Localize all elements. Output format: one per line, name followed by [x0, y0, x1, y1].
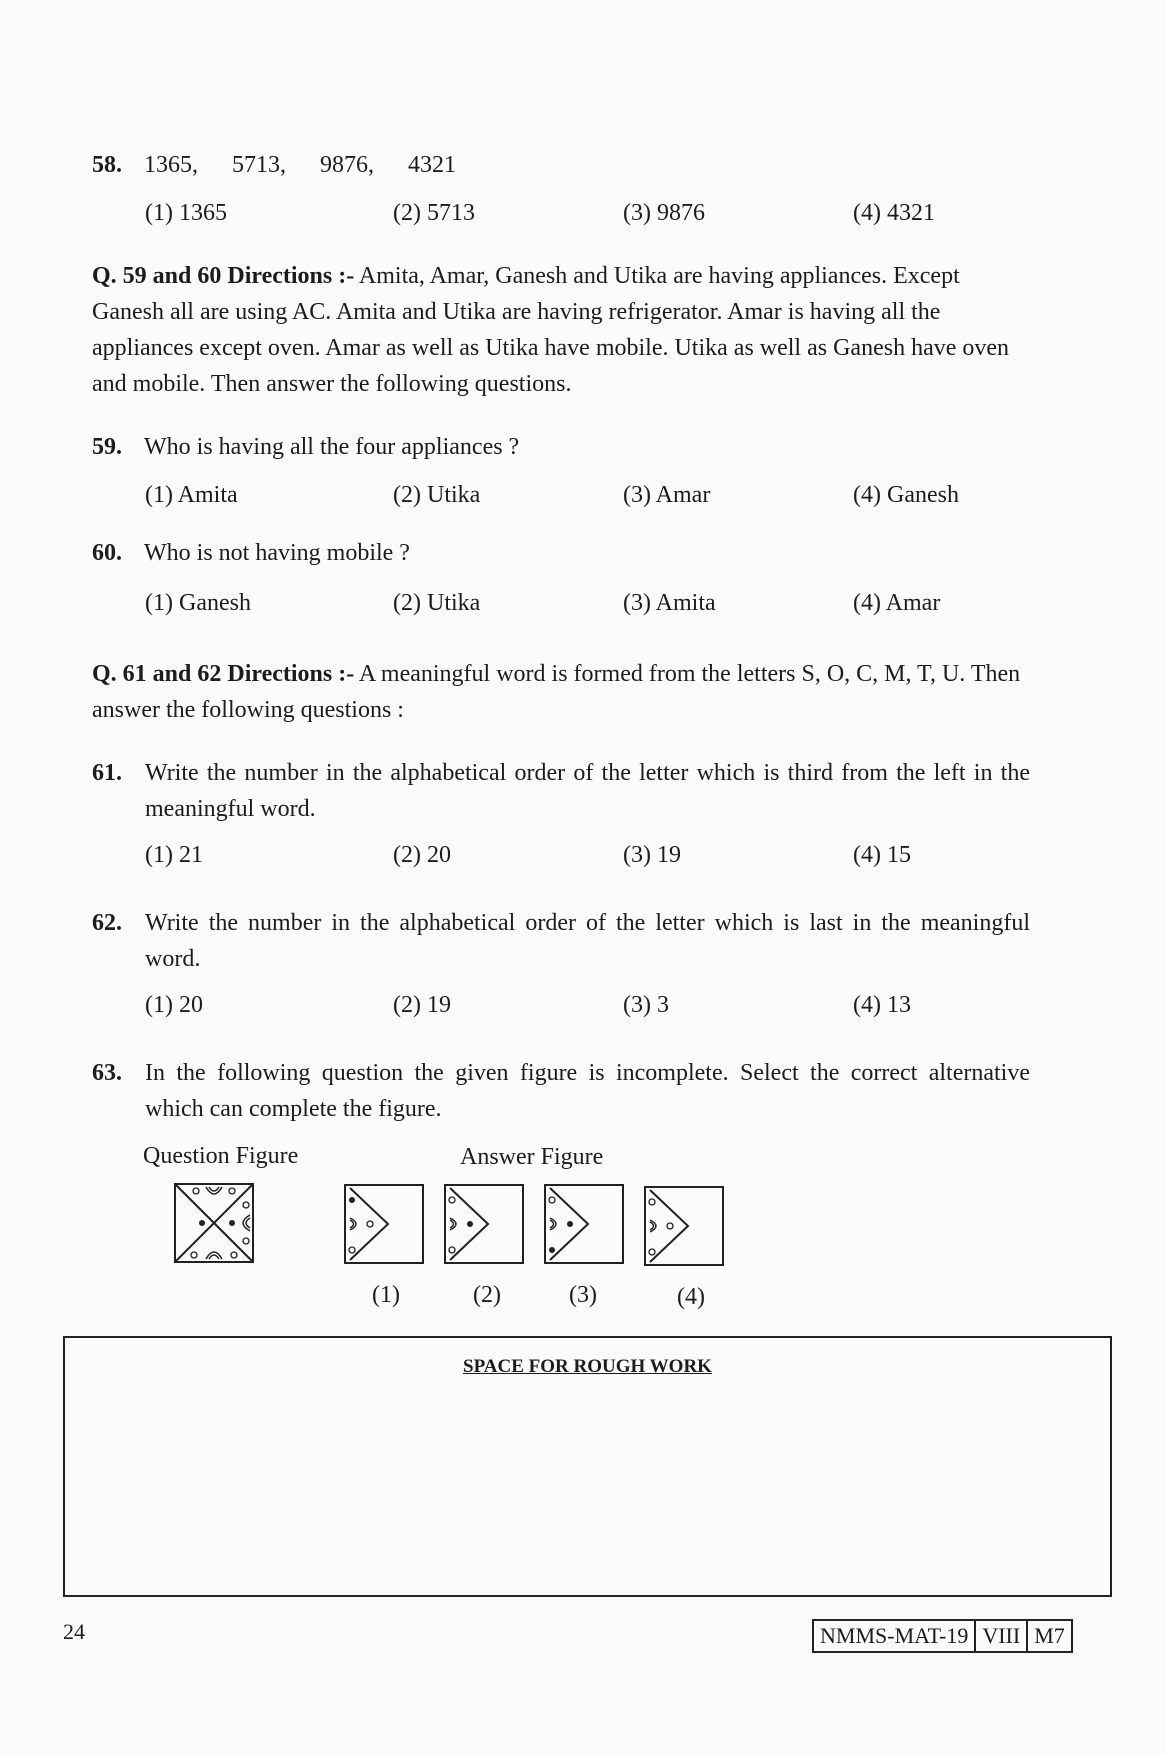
q58-number: 58. — [92, 152, 122, 178]
directions-61-62 — [92, 656, 1032, 728]
q63-text: In the following question the given figure is incomplete. Select the correct alternative which can complete the figure. — [145, 1060, 1030, 1122]
question-figure — [174, 1183, 254, 1263]
q60-option-4[interactable]: (4) Amar — [853, 590, 941, 616]
q62-option-3[interactable]: (3) 3 — [623, 992, 669, 1018]
q60-option-3[interactable]: (3) Amita — [623, 590, 716, 616]
answer-figure-2[interactable] — [444, 1184, 524, 1264]
q60-text: Who is not having mobile ? — [144, 540, 410, 566]
rough-work-title: SPACE FOR ROUGH WORK — [463, 1356, 712, 1377]
answer-label-1: (1) — [372, 1282, 400, 1308]
paper-code-exam: NMMS-MAT-19 — [814, 1621, 976, 1651]
q60-options — [145, 590, 965, 620]
q58-option-2[interactable]: (2) 5713 — [393, 200, 475, 226]
q59-option-1[interactable]: (1) Amita — [145, 482, 238, 508]
q61-number-row — [92, 758, 144, 788]
q58-option-1[interactable]: (1) 1365 — [145, 200, 227, 226]
answer-label-2: (2) — [473, 1282, 501, 1308]
q61-options — [145, 842, 965, 872]
q58-option-3[interactable]: (3) 9876 — [623, 200, 705, 226]
q62-text: Write the number in the alphabetical order of the letter which is last in the meaningful word. — [145, 910, 1030, 972]
q60-option-1[interactable]: (1) Ganesh — [145, 590, 251, 616]
q59-options — [145, 482, 965, 512]
directions-61-62-head: Q. 61 and 62 Directions :- — [92, 661, 355, 687]
directions-59-60-head: Q. 59 and 60 Directions :- — [92, 263, 355, 289]
directions-59-60 — [92, 258, 1032, 402]
q58-series-2: 5713, — [232, 152, 286, 178]
paper-code-class: VIII — [976, 1621, 1028, 1651]
q58-options — [145, 200, 965, 230]
q63-number-row — [92, 1058, 144, 1088]
q60-number: 60. — [92, 540, 122, 566]
q61-option-3[interactable]: (3) 19 — [623, 842, 681, 868]
q62-option-1[interactable]: (1) 20 — [145, 992, 203, 1018]
answer-label-4: (4) — [677, 1284, 705, 1310]
rough-work-box — [63, 1336, 1112, 1597]
directions-59-60-text: Amita, Amar, Ganesh and Utika are having appliances. Except Ganesh all are using AC. Amita and Utika are having refrigerator. Amar is having all the appliances except oven. Amar as well as Utika have mobile. Utika as well as Ganesh have oven and mobile. Then answer the following questions. — [92, 263, 1010, 397]
q62-options — [145, 992, 965, 1022]
q62-option-2[interactable]: (2) 19 — [393, 992, 451, 1018]
answer-figure-1[interactable] — [344, 1184, 424, 1264]
q58-stem — [92, 150, 456, 180]
q61-option-1[interactable]: (1) 21 — [145, 842, 203, 868]
q61-text: Write the number in the alphabetical order of the letter which is third from the left in the meaningful word. — [145, 760, 1030, 822]
q63-number: 63. — [92, 1060, 122, 1086]
q59-option-3[interactable]: (3) Amar — [623, 482, 711, 508]
q62-number-row — [92, 908, 144, 938]
answer-figure-4[interactable] — [644, 1186, 724, 1266]
answer-figure-label: Answer Figure — [460, 1144, 604, 1170]
q59-stem — [92, 432, 519, 462]
directions-61-62-text: A meaningful word is formed from the letters S, O, C, M, T, U. Then answer the following questions : — [92, 661, 1021, 723]
q59-option-4[interactable]: (4) Ganesh — [853, 482, 959, 508]
q61-option-2[interactable]: (2) 20 — [393, 842, 451, 868]
paper-code — [812, 1619, 1073, 1653]
q61-number: 61. — [92, 760, 122, 786]
q58-series-3: 9876, — [320, 152, 374, 178]
q62-number: 62. — [92, 910, 122, 936]
q61-option-4[interactable]: (4) 15 — [853, 842, 911, 868]
paper-code-medium: M7 — [1034, 1623, 1065, 1648]
q62-option-4[interactable]: (4) 13 — [853, 992, 911, 1018]
q59-option-2[interactable]: (2) Utika — [393, 482, 481, 508]
q59-number: 59. — [92, 434, 122, 460]
q58-option-4[interactable]: (4) 4321 — [853, 200, 935, 226]
answer-label-3: (3) — [569, 1282, 597, 1308]
answer-figure-3[interactable] — [544, 1184, 624, 1264]
page-number: 24 — [63, 1619, 85, 1644]
question-figure-label: Question Figure — [143, 1143, 299, 1169]
q58-series-1: 1365, — [144, 152, 198, 178]
q58-series-4: 4321 — [408, 152, 456, 178]
q60-option-2[interactable]: (2) Utika — [393, 590, 481, 616]
q59-text: Who is having all the four appliances ? — [144, 434, 520, 460]
q60-stem — [92, 538, 410, 568]
